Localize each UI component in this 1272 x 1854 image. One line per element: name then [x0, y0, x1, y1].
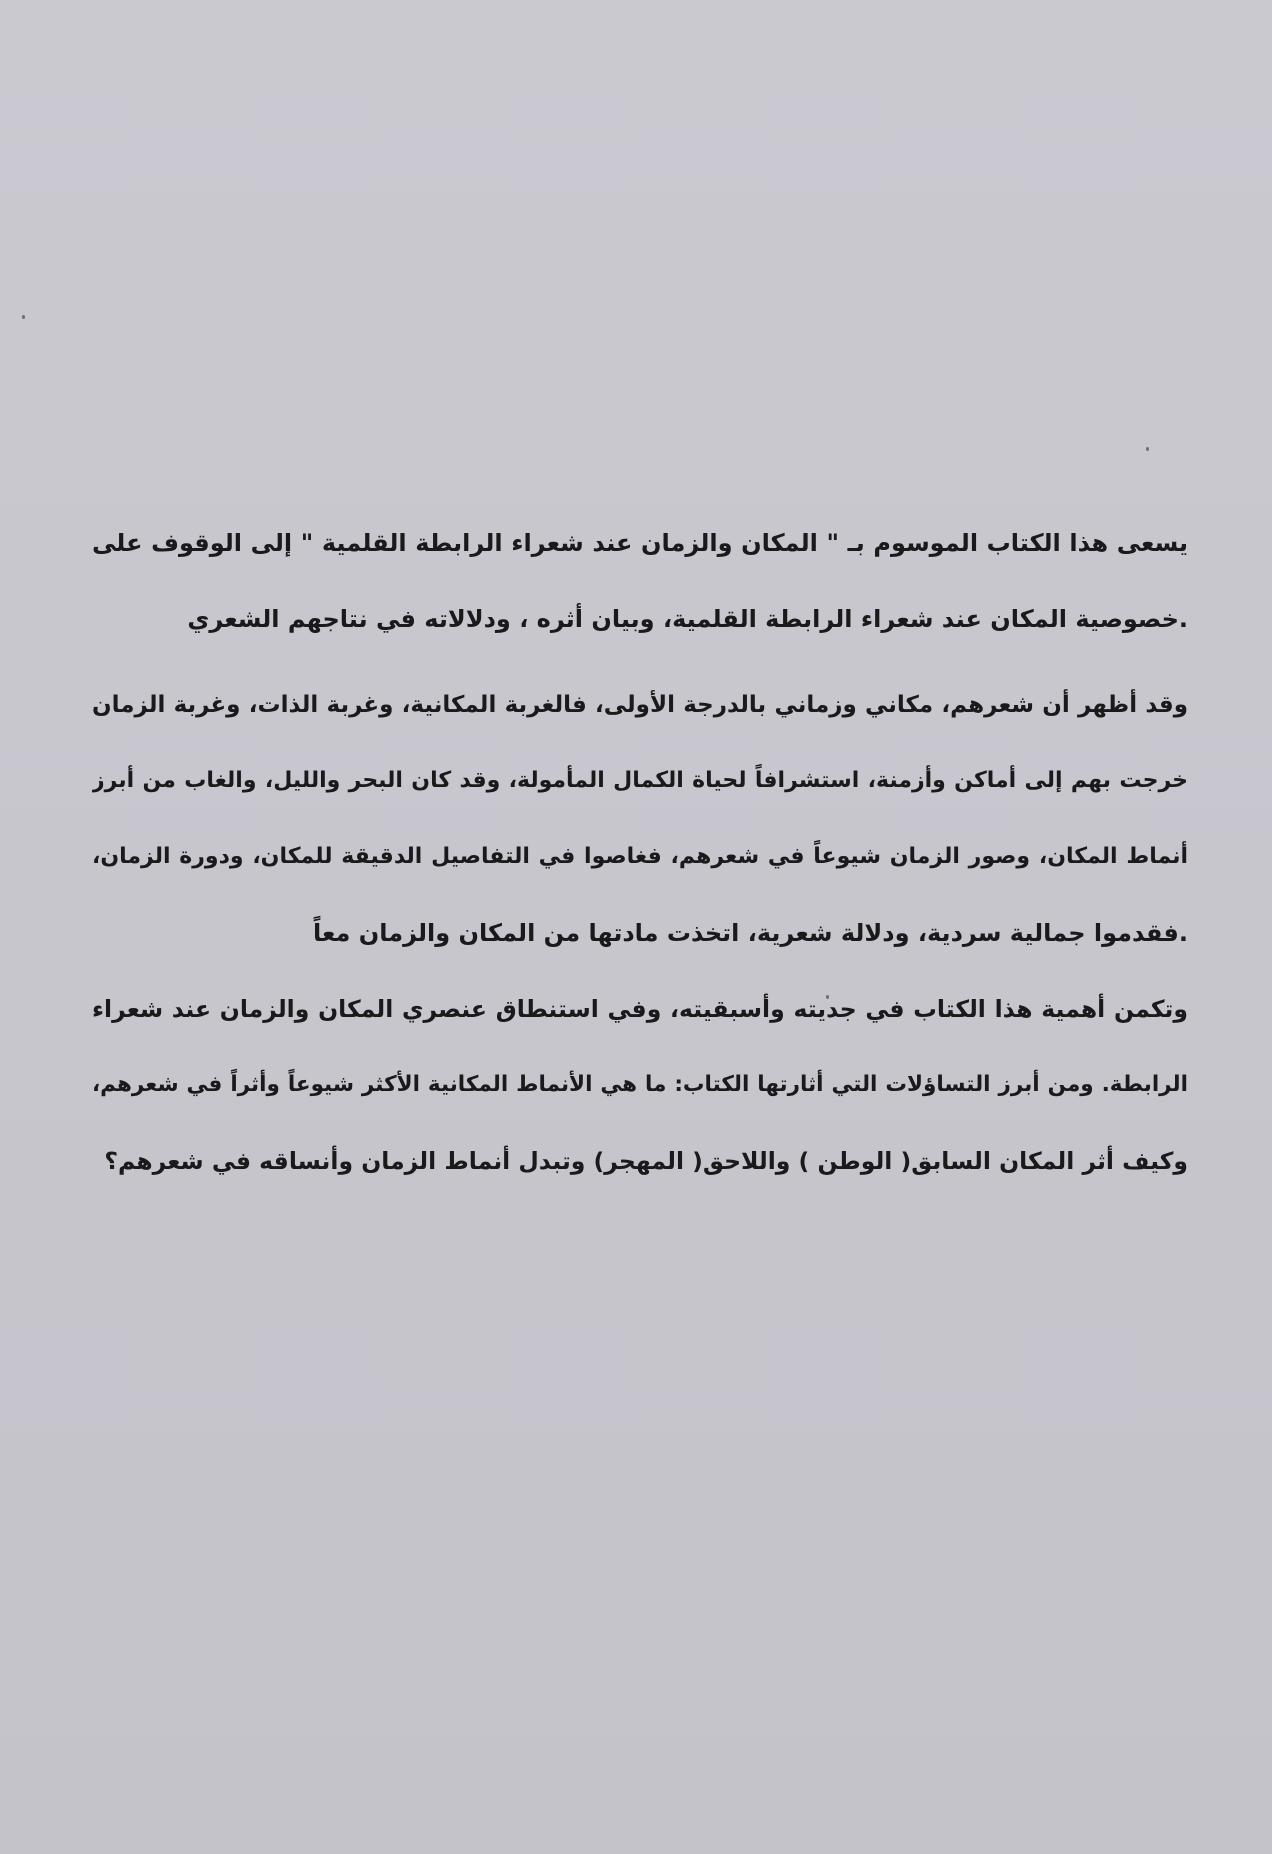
text-line: الرابطة. ومن أبرز التساؤلات التي أثارتها الكتاب: ما هي الأنماط المكانية الأكثر شيوعاً وأثراً في شعرهم،: [92, 1072, 1188, 1097]
paper-speck: [1146, 447, 1149, 451]
blurb-text: [92, 505, 1188, 1199]
text-line: يسعى هذا الكتاب الموسوم بـ " المكان والزمان عند شعراء الرابطة القلمية " إلى الوقوف على: [92, 529, 1188, 557]
paragraph-intro: [92, 505, 1188, 657]
text-line: خرجت بهم إلى أماكن وأزمنة، استشرافاً لحياة الكمال المأمولة، وقد كان البحر والليل، والغاب من أبرز: [92, 768, 1188, 793]
text-line: وكيف أثر المكان السابق( الوطن ) واللاحق( المهجر) وتبدل أنماط الزمان وأنساقه في شعرهم؟: [104, 1147, 1188, 1175]
paper-speck: [22, 315, 25, 319]
text-line: وقد أظهر أن شعرهم، مكاني وزماني بالدرجة الأولى، فالغربة المكانية، وغربة الذات، وغربة الزمان: [92, 692, 1188, 718]
paragraph-importance: [92, 971, 1188, 1199]
text-line: .فقدموا جمالية سردية، ودلالة شعرية، اتخذت مادتها من المكان والزمان معاً: [312, 919, 1188, 947]
text-line: .خصوصية المكان عند شعراء الرابطة القلمية، وبيان أثره ، ودلالاته في نتاجهم الشعري: [187, 605, 1188, 633]
paragraph-findings: [92, 667, 1188, 971]
text-line: وتكمن أهمية هذا الكتاب في جديته وأسبقيته، وفي استنطاق عنصري المكان والزمان عند شعراء: [92, 995, 1188, 1023]
text-line: أنماط المكان، وصور الزمان شيوعاً في شعرهم، فغاصوا في التفاصيل الدقيقة للمكان، ودورة الزمان،: [92, 844, 1188, 869]
